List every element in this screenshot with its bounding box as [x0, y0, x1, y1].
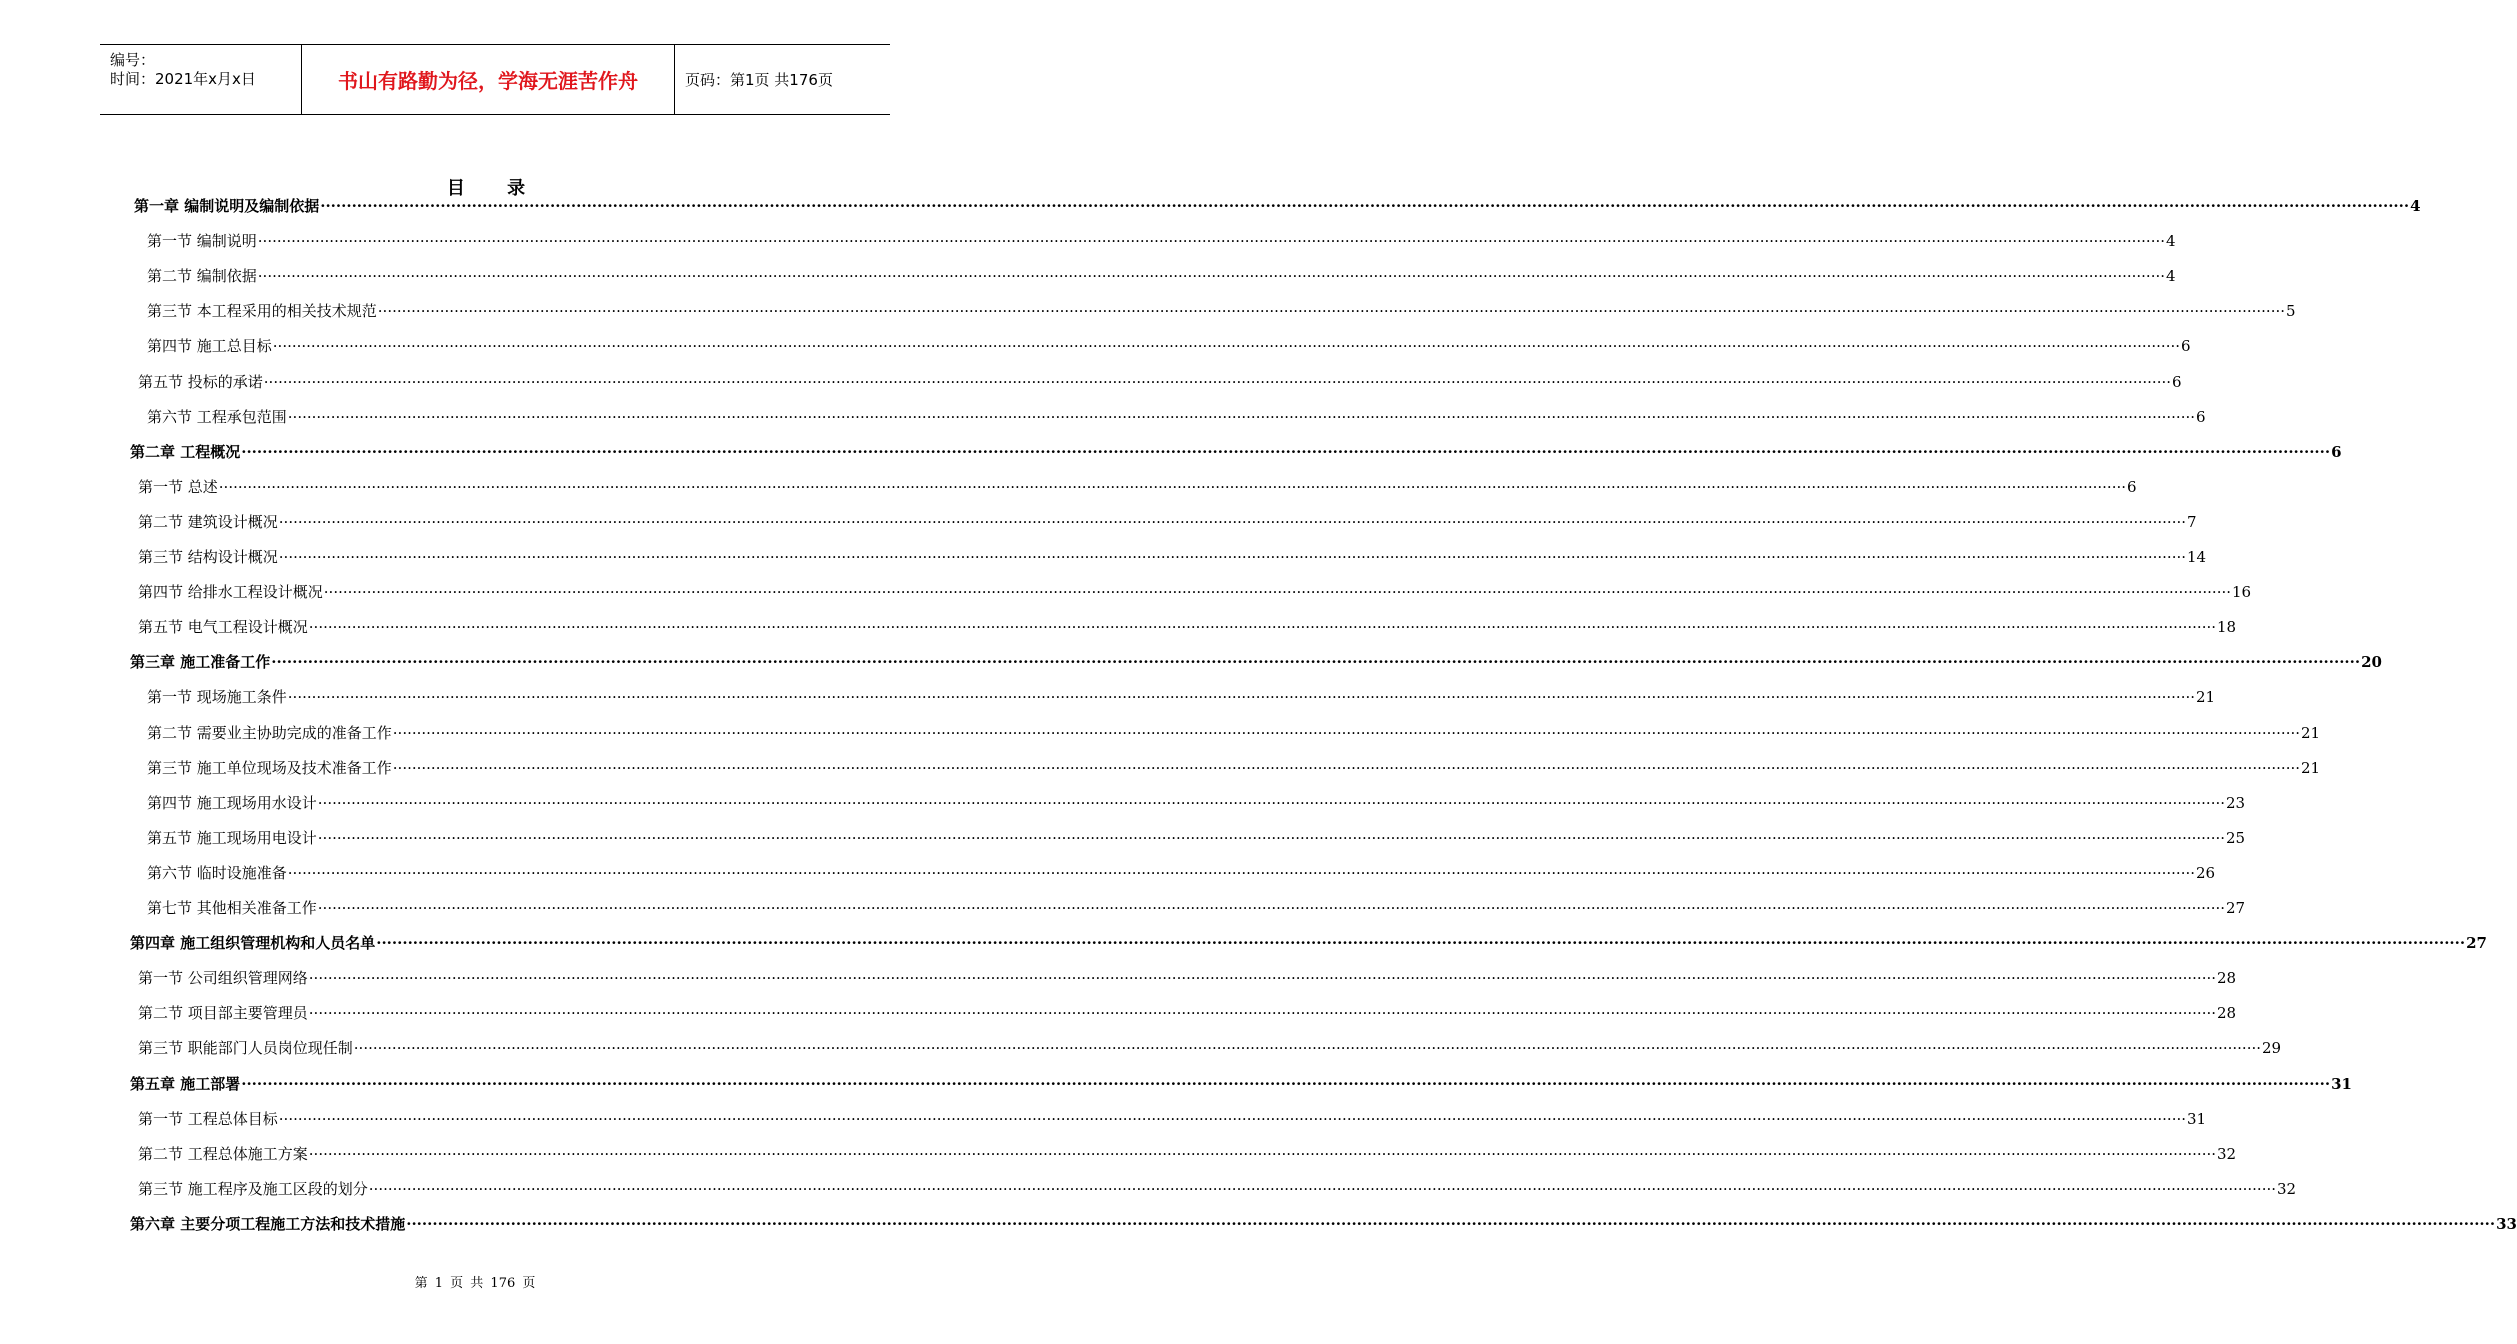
toc-section-entry[interactable] [147, 335, 2191, 359]
toc-dot-leader: ················································································································································································································································································································································································································ [353, 1039, 2262, 1058]
toc-entry-page: 32 [2277, 1179, 2297, 1198]
toc-entry-page: 6 [2172, 372, 2182, 391]
toc-section-entry[interactable] [138, 1143, 2237, 1167]
toc-dot-leader: ················································································································································································································································································································································································································ [287, 407, 2196, 426]
toc-dot-leader: ················································································································································································································································································································································································································ [406, 1214, 2496, 1233]
toc-section-entry[interactable] [138, 511, 2197, 535]
toc-entry-label: 第二节 需要业主协助完成的准备工作 [147, 723, 392, 742]
toc-entry-label: 第二节 项目部主要管理员 [138, 1004, 308, 1023]
toc-entry-label: 第四章 施工组织管理机构和人员名单 [130, 934, 376, 953]
toc-section-entry[interactable] [138, 546, 2207, 570]
toc-section-entry[interactable] [138, 371, 2182, 395]
toc-entry-page: 21 [2301, 758, 2321, 777]
toc-section-entry[interactable] [147, 265, 2176, 289]
toc-dot-leader: ················································································································································································································································································································································································································ [278, 1109, 2187, 1128]
toc-dot-leader: ················································································································································································································································································································································································································ [308, 618, 2217, 637]
toc-entry-page: 31 [2331, 1074, 2352, 1093]
toc-entry-page: 4 [2166, 267, 2176, 286]
toc-entry-page: 33 [2496, 1214, 2517, 1233]
toc-entry-label: 第五节 投标的承诺 [138, 372, 263, 391]
toc-entry-page: 6 [2196, 407, 2206, 426]
toc-entry-label: 第六节 临时设施准备 [147, 863, 287, 882]
toc-section-entry[interactable] [147, 722, 2321, 746]
toc-entry-label: 第二章 工程概况 [130, 442, 241, 461]
toc-section-entry[interactable] [138, 581, 2252, 605]
toc-dot-leader: ················································································································································································································································································································································································································ [241, 442, 2331, 461]
toc-entry-page: 6 [2181, 337, 2191, 356]
toc-entry-page: 21 [2301, 723, 2321, 742]
toc-dot-leader: ················································································································································································································································································································································································································ [308, 1144, 2217, 1163]
toc-section-entry[interactable] [138, 1108, 2207, 1132]
toc-entry-label: 第二节 工程总体施工方案 [138, 1144, 308, 1163]
toc-section-entry[interactable] [147, 406, 2206, 430]
toc-entry-page: 28 [2217, 1004, 2237, 1023]
header-slogan: 书山有路勤为径，学海无涯苦作舟 [302, 45, 675, 114]
toc-dot-leader: ················································································································································································································································································································································································································ [376, 934, 2466, 953]
toc-entry-page: 23 [2226, 793, 2246, 812]
toc-dot-leader: ················································································································································································································································································································································································································ [323, 583, 2232, 602]
toc-section-entry[interactable] [147, 827, 2246, 851]
toc-dot-leader: ················································································································································································································································································································································································································ [272, 337, 2181, 356]
toc-entry-label: 第三节 职能部门人员岗位现任制 [138, 1039, 353, 1058]
toc-entry-label: 第七节 其他相关准备工作 [147, 899, 317, 917]
toc-entry-label: 第五章 施工部署 [130, 1074, 241, 1093]
toc-dot-leader: ················································································································································································································································································································································································································ [392, 758, 2301, 777]
toc-dot-leader: ················································································································································································································································································································································································································ [271, 653, 2361, 672]
toc-entry-page: 6 [2331, 442, 2342, 461]
toc-entry-label: 第一节 现场施工条件 [147, 688, 287, 707]
toc-section-entry[interactable] [147, 897, 2246, 921]
toc-section-entry[interactable] [147, 230, 2176, 254]
toc-dot-leader: ················································································································································································································································································································································································································ [377, 302, 2286, 321]
toc-entry-label: 第一节 总述 [138, 477, 218, 496]
toc-entry-page: 6 [2127, 477, 2137, 496]
toc-entry-page: 25 [2226, 828, 2246, 847]
toc-section-entry[interactable] [147, 792, 2246, 816]
toc-entry-page: 21 [2196, 688, 2216, 707]
toc-section-entry[interactable] [147, 686, 2216, 710]
toc-entry-page: 29 [2262, 1039, 2282, 1058]
toc-dot-leader: ················································································································································································································································································································································································································ [368, 1179, 2277, 1198]
toc-dot-leader: ················································································································································································································································································································································································································ [317, 793, 2226, 812]
toc-dot-leader: ················································································································································································································································································································································································································ [257, 267, 2166, 286]
toc-entry-page: 27 [2466, 934, 2487, 953]
toc-chapter-entry[interactable] [130, 651, 2382, 675]
toc-entry-label: 第三章 施工准备工作 [130, 653, 271, 672]
toc-section-entry[interactable] [138, 1037, 2282, 1061]
toc-entry-page: 14 [2187, 548, 2207, 566]
toc-entry-label: 第六节 工程承包范围 [147, 407, 287, 426]
toc-dot-leader: ················································································································································································································································································································································································································ [287, 688, 2196, 707]
toc-entry-page: 5 [2286, 302, 2296, 321]
toc-entry-label: 第三节 施工程序及施工区段的划分 [138, 1179, 368, 1198]
toc-dot-leader: ················································································································································································································································································································································································································ [320, 197, 2410, 215]
toc-entry-label: 第一节 编制说明 [147, 232, 257, 251]
header-meta [100, 45, 302, 114]
toc-chapter-entry[interactable] [130, 1073, 2352, 1097]
toc-entry-label: 第三节 施工单位现场及技术准备工作 [147, 758, 392, 777]
toc-section-entry[interactable] [138, 476, 2137, 500]
toc-entry-page: 4 [2166, 232, 2176, 251]
toc-dot-leader: ················································································································································································································································································································································································································ [263, 372, 2172, 391]
toc-section-entry[interactable] [138, 1178, 2297, 1202]
toc-title: 目 录 [446, 178, 544, 199]
toc-entry-page: 31 [2187, 1109, 2207, 1128]
toc-entry-label: 第五节 电气工程设计概况 [138, 618, 308, 637]
toc-entry-label: 第四节 施工现场用水设计 [147, 793, 317, 812]
toc-chapter-entry[interactable] [130, 932, 2487, 956]
toc-dot-leader: ················································································································································································································································································································································································································ [308, 1004, 2217, 1023]
toc-entry-label: 第六章 主要分项工程施工方法和技术措施 [130, 1214, 406, 1233]
toc-chapter-entry[interactable] [130, 1213, 2517, 1237]
toc-dot-leader: ················································································································································································································································································································································································································ [241, 1074, 2331, 1093]
toc-dot-leader: ················································································································································································································································································································································································································ [308, 969, 2217, 988]
toc-section-entry[interactable] [147, 862, 2216, 886]
toc-entry-label: 第四节 给排水工程设计概况 [138, 583, 323, 602]
toc-dot-leader: ················································································································································································································································································································································································································ [392, 723, 2301, 742]
toc-entry-page: 26 [2196, 863, 2216, 882]
toc-entry-page: 7 [2187, 512, 2197, 531]
toc-entry-label: 第三节 结构设计概况 [138, 548, 278, 566]
toc-entry-label: 第五节 施工现场用电设计 [147, 828, 317, 847]
page-footer: 第 1 页 共 176 页 [414, 1276, 536, 1291]
toc-entry-page: 4 [2410, 197, 2421, 215]
toc-entry-label: 第四节 施工总目标 [147, 337, 272, 356]
document-header [100, 44, 890, 115]
toc-chapter-entry[interactable] [134, 195, 2421, 219]
toc-entry-page: 32 [2217, 1144, 2237, 1163]
toc-entry-label: 第一章 编制说明及编制依据 [134, 197, 320, 215]
toc-entry-page: 27 [2226, 899, 2246, 917]
toc-entry-page: 20 [2361, 653, 2382, 672]
toc-section-entry[interactable] [138, 1002, 2237, 1026]
toc-dot-leader: ················································································································································································································································································································································································································ [218, 477, 2127, 496]
toc-dot-leader: ················································································································································································································································································································································································································ [278, 512, 2187, 531]
document-number-label: 编号： [110, 51, 156, 69]
toc-entry-label: 第三节 本工程采用的相关技术规范 [147, 302, 377, 321]
toc-section-entry[interactable] [147, 300, 2296, 324]
toc-dot-leader: ················································································································································································································································································································································································································ [278, 548, 2187, 566]
toc-entry-page: 16 [2232, 583, 2252, 602]
document-date: 时间：2021年x月x日 [110, 70, 256, 88]
toc-dot-leader: ················································································································································································································································································································································································································ [257, 232, 2166, 251]
toc-entry-page: 18 [2217, 618, 2237, 637]
header-page-info: 页码：第1页 共176页 [685, 71, 833, 89]
toc-dot-leader: ················································································································································································································································································································································································································ [287, 863, 2196, 882]
toc-entry-page: 28 [2217, 969, 2237, 988]
toc-dot-leader: ················································································································································································································································································································································································································ [317, 828, 2226, 847]
toc-section-entry[interactable] [138, 616, 2237, 640]
toc-chapter-entry[interactable] [130, 441, 2342, 465]
toc-entry-label: 第二节 编制依据 [147, 267, 257, 286]
toc-section-entry[interactable] [147, 757, 2321, 781]
toc-entry-label: 第一节 公司组织管理网络 [138, 969, 308, 988]
toc-section-entry[interactable] [138, 967, 2237, 991]
toc-entry-label: 第一节 工程总体目标 [138, 1109, 278, 1128]
toc-entry-label: 第二节 建筑设计概况 [138, 512, 278, 531]
toc-dot-leader: ················································································································································································································································································································································································································ [317, 899, 2226, 917]
